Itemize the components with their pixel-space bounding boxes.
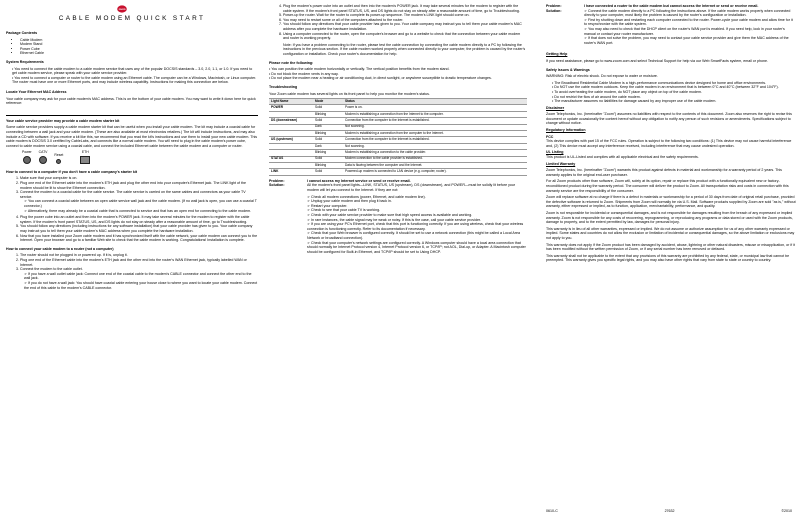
- router-steps: [6, 253, 258, 290]
- col-header: Light Name: [269, 99, 313, 105]
- list-item: 3. Connect the modem to the cable outlet. ➢ If you have a wall outlet cable jack: Connect one end of the coaxial cable to the modem's CABLE connector and connect the other end to the wall jack. ➢ If you do not have a wall jack: You should have coaxial cable entering your house close to where you want to locate your cable modem. Connect the end of this cable to the modem's CABLE connector.: [20, 267, 258, 290]
- list-item: ➢ You can connect a coaxial cable between an open cable service wall jack and the cable modem. (If no wall jack is open, you can use a coaxial T connector.): [24, 199, 257, 209]
- fcc-heading: FCC: [546, 134, 554, 139]
- help-heading: Getting Help: [546, 52, 568, 57]
- list-item: • To avoid overheating the cable modem, do NOT place any object on top of the cable modem.: [552, 89, 702, 94]
- solution-list: [307, 195, 527, 255]
- table-cell: Modem is establishing a connection to the cable provider.: [343, 150, 527, 156]
- solution-list: [584, 9, 796, 46]
- footer-number: 27632: [664, 509, 675, 513]
- list-item: • Do not block the modem vents in any way.: [269, 71, 339, 76]
- table-cell: US (upstream): [269, 137, 313, 143]
- table-cell: Modem is establishing a connection from the Internet to the computer.: [343, 111, 527, 117]
- list-item: 6. Now that you have installed your Zoom cable modem and it has synchronized itself with the cable network, your cable modem can connect you to the Internet. Open your browser and go to a familiar Web site to check that the cable modem is working. Congratulations! Installation is complete.: [20, 234, 258, 243]
- page-title: CABLE MODEM QUICK START: [58, 15, 206, 22]
- table-row: [269, 169, 527, 175]
- disclaimer-heading: Disclaimer: [546, 105, 565, 110]
- table-cell: Not scanning.: [343, 143, 527, 149]
- list-item: 5. Power-up the router. Wait for the router to complete its power-up sequence. The modem's LINK light should come on.: [283, 13, 527, 18]
- safety-heading: Safety Issues & Warnings: [546, 67, 590, 72]
- router-steps-cont: [269, 4, 527, 41]
- list-item: 2. Plug one end of the Ethernet cable into the modem's ETH jack and plug the other end into your computer's Ethernet jack. The LINK light of the modem should be lit to show the Ethernet connection.: [20, 181, 258, 190]
- table-cell: Modem is establishing a connection from the computer to the Internet.: [343, 131, 527, 137]
- fcc-text: This device complies with part 15 of the FCC rules. Operation is subject to the following two conditions: (1) This device may not cause harmful interference and, (2) This device must accept any interference received, including interference that may cause undesired operation.: [546, 139, 792, 148]
- list-item: 1. The router should not be plugged in or powered up. If it is, unplug it.: [20, 253, 258, 258]
- list-item: • Modem Stand: [20, 42, 258, 47]
- warranty-para: This warranty shall not be applicable to the extent that any provisions of this warranty are prohibited by any federal, state, or municipal law that cannot be preempted. This warranty gives you specific legal rights, and you may also have other rights that vary from state to state or country to country.: [546, 253, 790, 263]
- footer-code: 0610-C: [546, 509, 558, 513]
- svg-text:zoom: zoom: [118, 8, 126, 11]
- problem-label: Problem:: [546, 4, 562, 8]
- list-item: ➢ If that does not solve the problem, you may need to contact your cable service provider and give them the MAC address of the router's WAN port.: [584, 36, 789, 45]
- list-item: 7. You should follow any directions that your cable provider has given to you. Your cable company may instruct you to tell them your cable modem's MAC address after you complete the hardware installation.: [283, 22, 527, 31]
- list-item: 8. Using a computer connected to the router, open the computer's browser and go to a website to check that the connection between your cable modem and router is working properly.: [283, 32, 527, 41]
- mac-text: Your cable company may ask for your cable modem's MAC address. This is on the bottom of your cable modem. You may want to write it down here for quick reference:: [6, 96, 256, 106]
- table-cell: POWER: [269, 105, 313, 111]
- warranty-para: Zoom Telephonics, Inc. (hereinafter "Zoom") warrants this product against defects in material and workmanship for a warranty period of 2 years. This warranty applies to the original end-user purchaser.: [546, 168, 782, 177]
- table-cell: Modem connection to the cable provider is established.: [343, 156, 527, 162]
- list-item: • You can position the cable modem horizontally or vertically. The vertical position benefits from the modem stand.: [269, 67, 450, 72]
- table-cell: LINK: [269, 169, 313, 175]
- list-item: ➢ Check with your cable service provider to make sure that high speed access is available and working.: [307, 212, 473, 217]
- warranty-para: This warranty does not apply if the Zoom product has been damaged by accident, abuse, lightning or other natural disasters, misuse or misapplication, or if it has been modified without the written permission of Zoom, or if any serial number has been removed or defaced.: [546, 242, 795, 252]
- power-port: Power: [22, 150, 32, 164]
- problem-label: Problem:: [269, 178, 285, 183]
- list-item: • Power Cube: [20, 47, 258, 52]
- list-item: • You need to connect the cable modem to a cable modem service that uses any of the popular DOCSIS standards – 3.0, 2.0, 1.1, or 1.0. If you need to get cable modem service, please speak with your cable service provider.: [12, 66, 253, 76]
- zoom-logo: [117, 5, 127, 13]
- page-footer: [546, 509, 792, 513]
- reset-port: Reset: [54, 153, 63, 164]
- list-item: • Do NOT use the cable modem outdoors. Keep the cable modem in an environment that is between 0°C and 40°C (between 32°F and 104°F).: [552, 85, 779, 90]
- router-note: Note: If you have a problem connecting to the router, please test the cable connection by connecting the cable modem directly to a PC by following the instructions in the previous section. If the cable modem worked properly when connected directly to your computer, the problem is caused by the router's configuration or installation. Check your router's documentation for help.: [283, 42, 526, 56]
- list-item: • You need to connect a computer or router to the cable modem using an Ethernet cable. The computer can be a Windows, Macintosh, or Linux computer. The router must have one or more Ethernet ports, and may include wireless capability. Instructions for making this connection are below.: [12, 75, 257, 85]
- warranty-para: Zoom will replace software at no charge if there is a defect in materials or workmanship for a period of 30 days from date of original retail purchase, provided the defective software is returned to Zoom. Shipments from Zoom will normally be via U.S. Mail. Software products supplied by Zoom are sold "as is," without warranty, either expressed or implied, as to function, application, merchantability, performance, and quality.: [546, 195, 796, 209]
- table-cell: Dark: [313, 143, 343, 149]
- list-item: ➢ Check that your computer's network settings are configured correctly. A Windows computer should have a local area connection that should normally be Internet Protocol version 4, Internet Protocol version 6, or TCP/IP; not AOL, Dial-up, or Adapter. A Macintosh computer should be configured for Built-in Ethernet, and TCP/IP should be set to Using DHCP.: [307, 240, 526, 254]
- table-cell: Powered-up modem is connected to LAN device (e.g. computer, router).: [343, 169, 527, 175]
- list-item: • Cable Modem: [20, 38, 258, 43]
- list-item: ➢ Check to see that your cable TV is working.: [307, 208, 381, 213]
- list-item: ➢ First try shutting down and restarting each computer connected to the router. Power-cycle your cable modem and allow time for it to resynchronize with the cable system.: [584, 17, 793, 27]
- table-cell: Connection from the computer to the Internet is established.: [343, 137, 527, 143]
- solution-label: Solution:: [269, 183, 285, 188]
- sysreq-list: [6, 67, 258, 85]
- solution-row: [269, 183, 527, 256]
- list-item: ➢ Unplug your cable modem and then plug it back in.: [307, 199, 392, 204]
- ul-heading: UL Listing: [546, 150, 564, 155]
- safety-list: [546, 81, 796, 104]
- help-text: If you need assistance, please go to www.zoom.com and select Technical Support for help via our Web SmartFacts system, email or phone.: [546, 58, 768, 63]
- list-item: ➢ If you are using your PC's Ethernet port, check that this port is functioning correctly. If you are using wireless, check that your wireless connection is functioning correctly. Refer to its documentation if necessary.: [307, 222, 524, 231]
- starter-text: Some cable service providers supply a cable modem starter kit that can be useful when you install your cable modem. The kit may include a coaxial cable for connecting between a wall jack and your cable modem. (These are also available at most electronics retailers.) The kit will include instructions, and may also include a CD with software. If you receive a kit like this, we recommend that you read the kit's instructions and use them to install your new cable modem. This cable modem is DOCSIS 3.0 certified by CableLabs, and connects like a normal cable modem. You will need to plug in the cable modem's power cube, connect to cable modem service using a coaxial cable, and connect the included Ethernet cable between the cable modem and a computer or router.: [6, 125, 258, 148]
- table-cell: Blinking: [313, 163, 343, 169]
- list-item: ➢ If you do not have a wall jack: You should have coaxial cable entering your house close to where you want to locate your cable modem. Connect the end of this cable to the modem's CABLE connector.: [24, 280, 258, 290]
- computer-heading: How to connect to a computer if you don't have a cable company's starter kit: [6, 169, 138, 174]
- solution-text: All the modem's front panel lights—LINK, STATUS, US (upstream), DS (downstream), and POWER—must be solidly lit before your modem will let you connect to the Internet. If they are not:: [307, 183, 516, 192]
- please-list: [269, 67, 527, 81]
- list-item: 2. Plug one end of the Ethernet cable into the modem's ETH jack and the other end into the router's WAN Ethernet jack, typically labelled WAN or Internet.: [20, 258, 258, 267]
- mac-heading: Locate Your Ethernet MAC Address: [6, 89, 67, 94]
- disclaimer-text: Zoom Telephonics, Inc. (hereinafter "Zoom") assumes no liabilities with respect to the contents of this document. Zoom also reserves the right to revise this document or update occasionally the content hereof without any obligation to notify any person of such revisions or amendments. Specifications subject to change without notice.: [546, 112, 792, 126]
- list-item: 6. You may need to restart some or all of the computers attached to the router.: [283, 18, 527, 23]
- table-cell: Solid: [313, 105, 343, 111]
- table-cell: Solid: [313, 169, 343, 175]
- lights-table-body: [269, 105, 527, 175]
- table-cell: Blinking: [313, 150, 343, 156]
- table-cell: Blinking: [313, 131, 343, 137]
- solution-label: Solution:: [546, 8, 562, 13]
- column-2: [269, 0, 527, 256]
- trouble-heading: Troubleshooting: [269, 84, 298, 89]
- warranty-heading: Limited Warranty: [546, 161, 576, 166]
- package-list: [6, 38, 258, 56]
- sysreq-heading: System Requirements: [6, 59, 44, 64]
- list-item: 4. Plug the power cube into an outlet and then into the modem's POWER jack. It may take several minutes for the modem to register with the cable system. If the modem's front panel STATUS, US, and DS lights do not stay on steady after a reasonable amount of time, go to Troubleshooting.: [20, 215, 258, 224]
- problem-text: I have connected a router to the cable modem but cannot access the Internet or send or receive email.: [584, 4, 759, 8]
- table-cell: DS (downstream): [269, 118, 313, 124]
- list-item: ➢ If you have a wall outlet cable jack: Connect one end of the coaxial cable to the modem's CABLE connector and connect the other end to the wall jack.: [24, 271, 252, 281]
- computer-steps: [6, 176, 258, 242]
- starter-heading: Your cable service provider may provide a cable modem starter kit: [6, 118, 120, 123]
- router-heading: How to connect your cable modem to a router (not a computer): [6, 246, 114, 251]
- column-3: [546, 0, 796, 265]
- table-cell: STATUS: [269, 156, 313, 162]
- solution-row: [546, 9, 796, 48]
- ul-text: This product is UL-Listed and complies with all applicable electrical and fire safety requirements.: [546, 155, 699, 160]
- table-cell: Solid: [313, 137, 343, 143]
- warranty-para: This warranty is in lieu of all other warranties, expressed or implied. We do not assume or authorize assumption for us of any other warranty expressed or implied. Some states and countries do not allow the exclusion or limitation of incidental or consequential damages, so the above limitation or exclusions may not apply to you.: [546, 226, 795, 240]
- table-cell: Power is on.: [343, 105, 527, 111]
- sub-list: [20, 199, 258, 213]
- table-cell: Not scanning.: [343, 124, 527, 130]
- list-item: 4. Plug the modem's power cube into an outlet and then into the modem's POWER jack. It may take several minutes for the modem to register with the cable system. If the modem's front panel STATUS, US, and DS lights do not stay on steady after a reasonable amount of time, go to Troubleshooting.: [283, 4, 527, 13]
- list-item: 3. Connect the modem to a coaxial cable for the cable service. The cable service is carried on the same cables and connectors as your cable TV service. ➢ You can connect a coaxial cable between an open cable service wall jack and the cable modem. (If no wall jack is open, you can use a coaxial T connector.) ➢ Alternatively, there may already be a coaxial cable that is connected to service and that has an open end for connecting to the cable modem.: [20, 190, 258, 213]
- column-1: [6, 0, 258, 292]
- trouble-text: Your Zoom cable modem has several lights on its front panel to help you monitor the modem's status.: [269, 91, 430, 96]
- eth-port: ETH: [80, 150, 90, 164]
- modem-back-panel: [22, 150, 258, 164]
- lights-table: [269, 98, 527, 176]
- list-item: ➢ Restart your computer.: [307, 203, 348, 208]
- problem-text: I cannot access my Internet service or send or receive email.: [307, 178, 411, 183]
- footer-copyright: ©2010: [781, 509, 792, 513]
- table-cell: Blinking: [313, 111, 343, 117]
- list-item: 1. Make sure that your computer is on.: [20, 176, 258, 181]
- list-item: • Do not place the modem near a heating or air conditioning duct, in direct sunlight, or anywhere susceptible to drastic temperature changes.: [269, 76, 492, 81]
- please-heading: Please note the following:: [269, 60, 314, 65]
- list-item: • The manufacturer assumes no liabilities for damage caused by any improper use of the cable modem.: [552, 99, 717, 104]
- safety-warning: WARNING: Risk of electric shock. Do not expose to water or moisture.: [546, 74, 658, 79]
- warranty-para: For all Zoom products other than software, Zoom will, solely at its option, repair or replace this product with a functionally equivalent new or factory-reconditioned product during the warranty period. The consumer will deliver the product to Zoom. All transportation risks and costs in connection with this warranty service are the responsibility of the consumer.: [546, 179, 789, 193]
- table-cell: Connection from the computer to the Internet is established.: [343, 118, 527, 124]
- table-cell: Dark: [313, 124, 343, 130]
- list-item: ➢ You may also need to check that the DHCP client on the router's WAN port is enabled. If you need help, look in your router's manual or contact your router manufacturer.: [584, 26, 785, 36]
- list-item: • The Broadband Residential Cable Modem is a high-performance communications device designed for home and office environments.: [552, 80, 767, 85]
- table-cell: Data is flowing between the computer and the Internet.: [343, 163, 527, 169]
- col-header: Status: [343, 99, 527, 105]
- list-item: ➢ Check that your Web browser is configured correctly. It should be set to use a network connection (this might be called a Local Area Network or broadband connection).: [307, 231, 521, 240]
- warranty-para: Zoom is not responsible for incidental or consequential damages, and is not responsible for damages resulting from the breach of any expressed or implied warranty. Zoom is not responsible for any costs of recovering, reprogramming, or reproducing any programs or data stored or used with the Zoom products, damage to property, and to the extent permitted by law, damages for personal injury.: [546, 210, 793, 225]
- package-heading: Package Contents: [6, 31, 38, 35]
- mac-writein-line: [6, 115, 258, 116]
- table-cell: Solid: [313, 156, 343, 162]
- list-item: ➢ In rare instances, the cable signal may be weak or noisy. If this is the case, call your cable service provider.: [307, 217, 481, 222]
- list-item: • Ethernet Cable: [20, 51, 258, 56]
- list-item: ➢ Alternatively, there may already be a coaxial cable that is connected to service and that has an open end for connecting to the cable modem.: [24, 208, 252, 213]
- list-item: ➢ Check all modem connections (power, Ethernet, and cable modem line).: [307, 194, 426, 199]
- regulatory-heading: Regulatory Information: [546, 128, 586, 133]
- catv-port: CATV: [39, 150, 48, 164]
- table-cell: Solid: [313, 118, 343, 124]
- list-item: 5. You should follow any directions (including instructions for any software installation) that your cable provider has given to you. Your cable company may instruct you to tell them your cable modem's MAC address when you complete the hardware installation.: [20, 224, 258, 233]
- sub-list: [20, 272, 258, 290]
- list-item: ➢ Connect the cable modem directly to a PC following the instructions above. If the cable modem works properly when connected directly to your computer, most likely the problem is caused by the router's configuration or installation.: [584, 8, 791, 18]
- col-header: Mode: [313, 99, 343, 105]
- list-item: • Do not restrict the flow of air around the cable modem.: [552, 94, 641, 99]
